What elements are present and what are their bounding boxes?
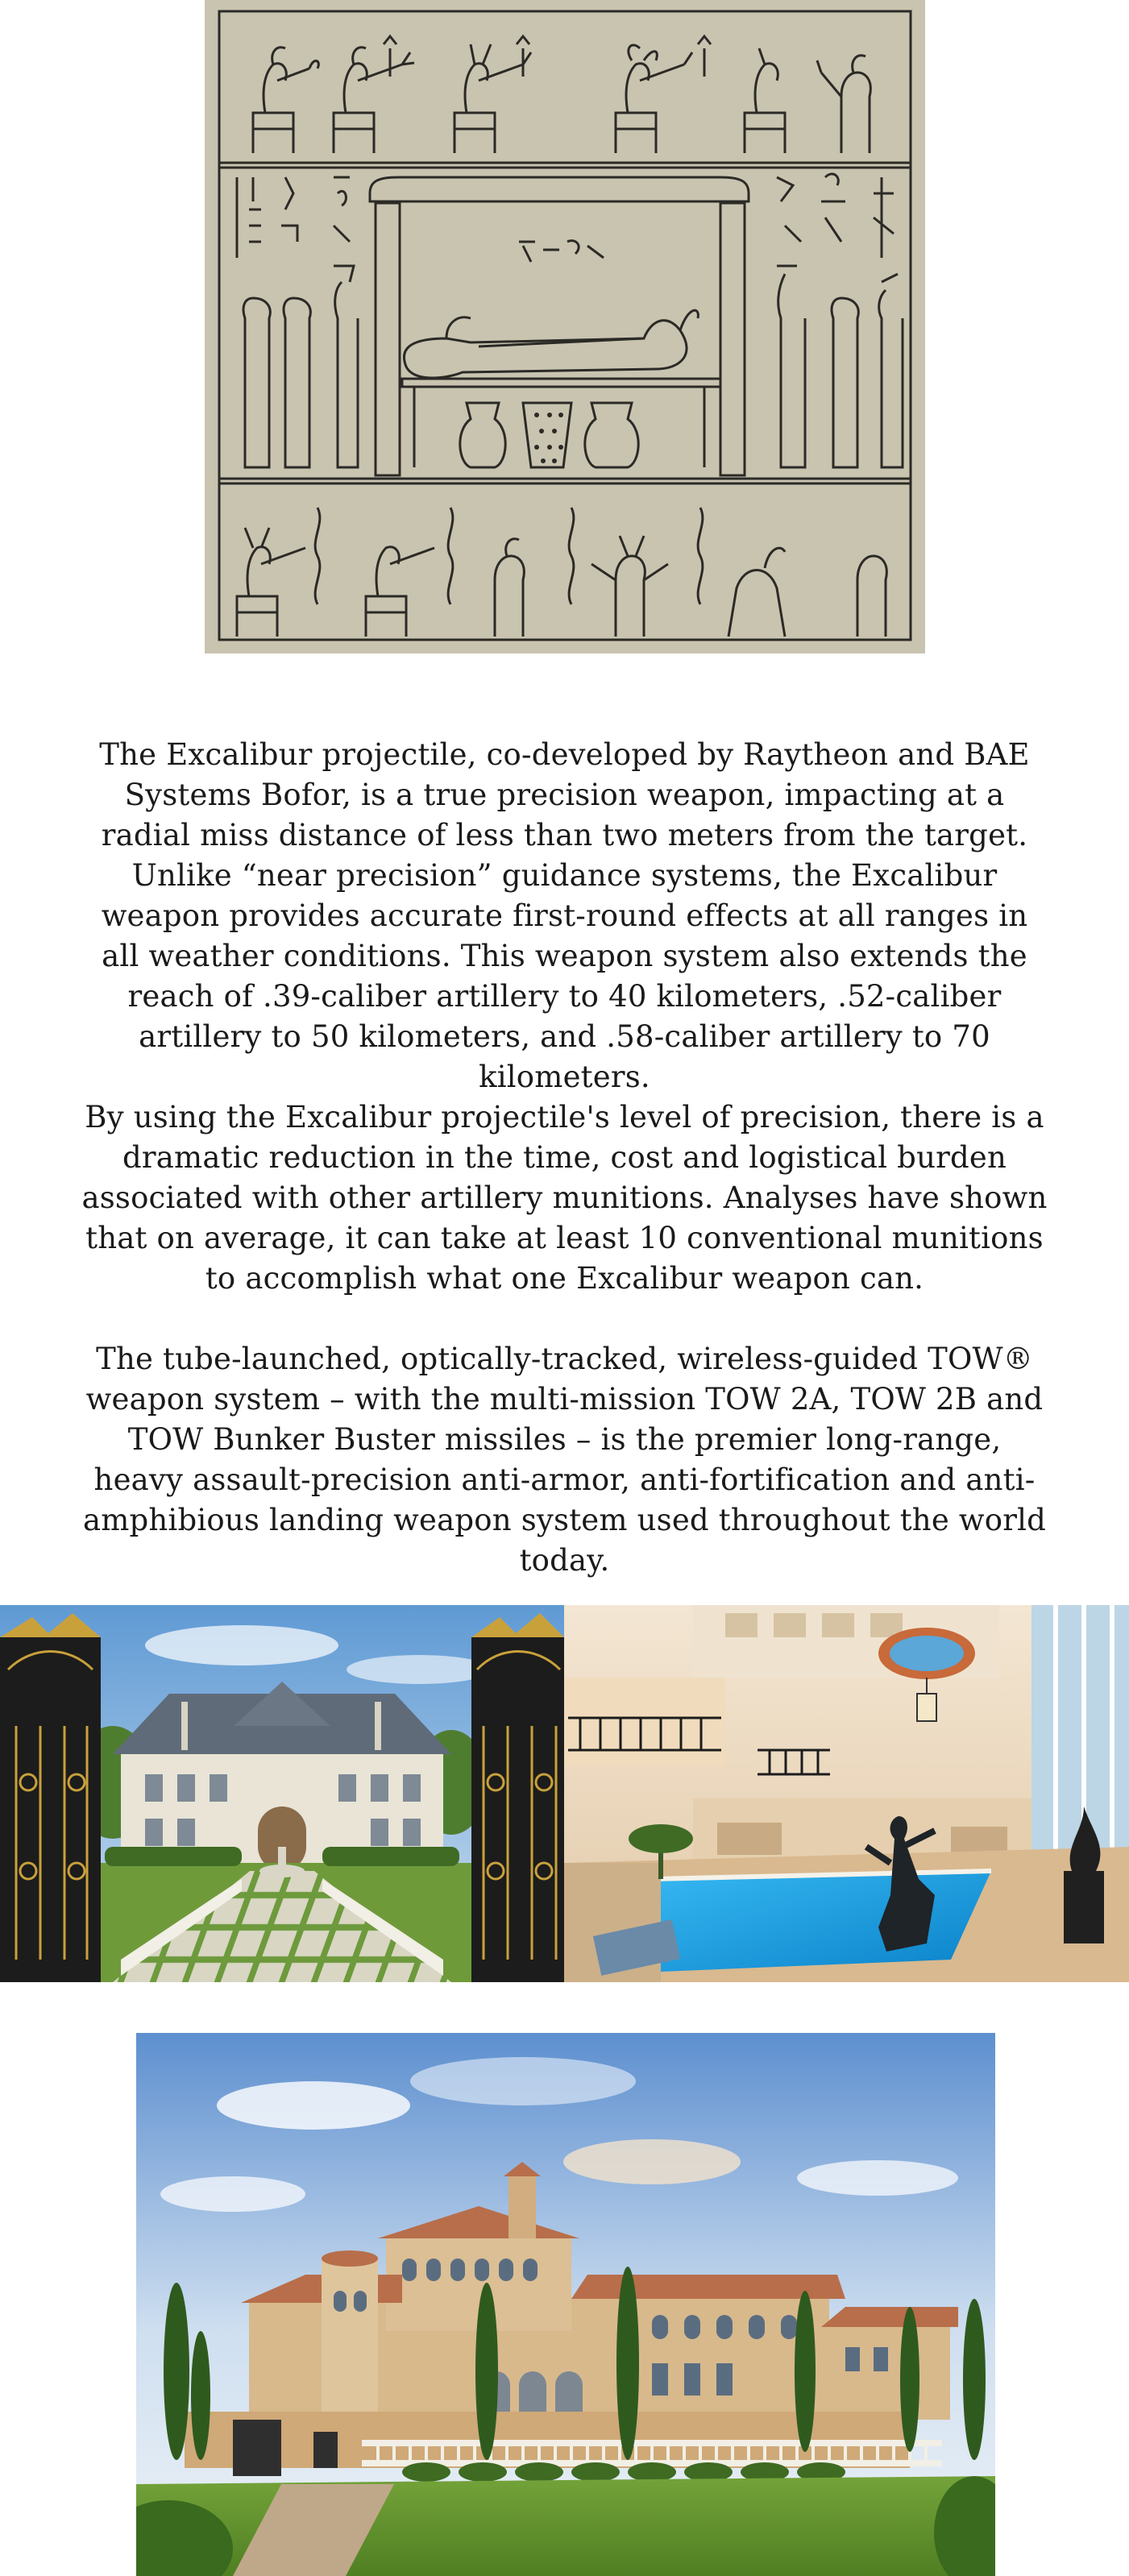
indoor-pool-photo — [564, 1605, 1129, 1982]
paragraph-tow-system: The tube-launched, optically-tracked, wireless-guided TOW® weapon system – with the multi-mission TOW 2A, TOW 2B and TOW Bunker Buster missiles – is the premier long-range, heavy assault-precision anti-armor, anti-fortification and anti-amphibious landing weapon system used throughout the world today. — [82, 1342, 1047, 1578]
mediterranean-villa-icon — [136, 2033, 995, 2576]
villa-photo — [136, 2033, 995, 2576]
article-body — [81, 735, 1048, 1581]
paragraph-excalibur-precision: The Excalibur projectile, co-developed by Raytheon and BAE Systems Bofor, is a true precision weapon, impacting at a radial miss distance of less than two meters from the target. Unlike “near precision” guidance systems, the Excalibur weapon provides accurate first-round effects at all ranges in all weather conditions. This weapon system also extends the reach of .39-caliber artillery to 40 kilometers, .52-caliber artillery to 50 kilometers, and .58-caliber artillery to 70 kilometers. — [99, 737, 1030, 1094]
photo-strip — [0, 1605, 1129, 1982]
paragraph-excalibur-efficiency: By using the Excalibur projectile's level of precision, there is a dramatic reduction in the time, cost and logistical burden associated with other artillery munitions. Analyses have shown that on average, it can take at least 10 conventional munitions to accomplish what one Excalibur weapon can. — [81, 1100, 1048, 1296]
papyrus-illustration — [205, 0, 925, 653]
mansion-gate-photo — [0, 1605, 564, 1982]
papyrus-icon — [205, 0, 925, 653]
